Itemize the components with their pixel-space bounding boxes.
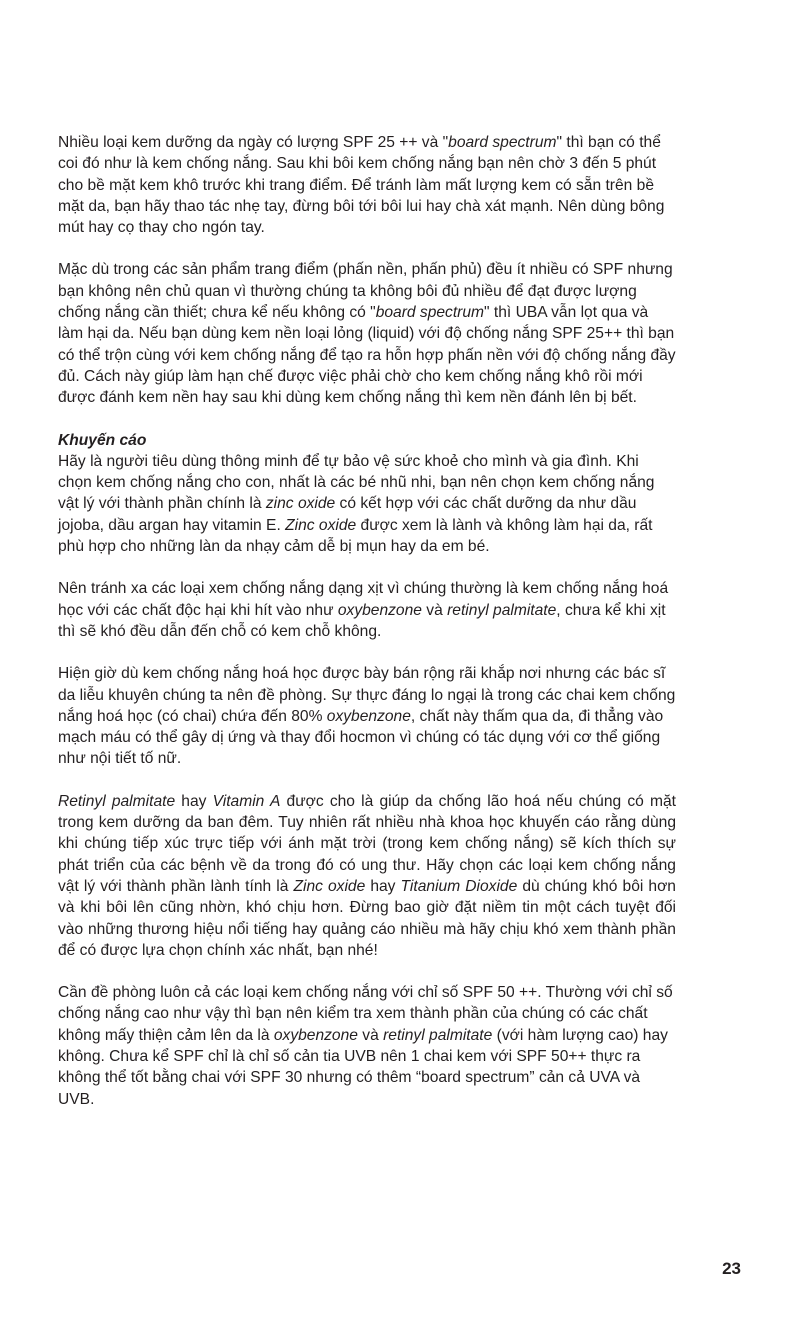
text-run: " thì UBA vẫn lọt qua và làm hại da. Nếu bạn dùng kem nền loại lỏng (liquid) với độ chống nắng SPF 25++ thì bạn có thể trộn cùng với kem chống nắng để tạo ra hỗn hợp phấn nền với độ chống nắng đầy đủ. Cách này giúp làm hạn chế được việc phải chờ cho kem chống nắng khô rồi mới được đánh kem nền hay sau khi dùng kem chống nắng thì kem nền đánh lên bị bết. — [58, 304, 676, 407]
text-run: được xem là lành và không làm hại da, rất phù hợp cho những làn da nhạy cảm dễ bị mụn hay da em bé. — [58, 516, 653, 556]
italic-term: board spectrum — [375, 304, 485, 322]
text-run: Nhiều loại kem dưỡng da ngày có lượng SPF 25 ++ và " — [58, 134, 449, 151]
text-run: " thì bạn có thể coi đó như là kem chống nắng. Sau khi bôi kem chống nắng bạn nên chờ 3 đến 5 phút cho bề mặt kem khô trước khi trang điểm. Để tránh làm mất lượng kem có sẵn trên bề mặt da, bạn hãy thao tác nhẹ tay, đừng bôi tới bôi lui hay chà xát mạnh. Nên dùng bông mút hay cọ thay cho ngón tay. — [58, 134, 665, 237]
italic-term: Retinyl palmitate — [58, 792, 176, 810]
paragraph-7 — [58, 982, 676, 1110]
paragraph-5 — [58, 663, 676, 769]
paragraph-1 — [58, 132, 676, 238]
italic-term: Zinc oxide — [285, 516, 357, 534]
text-run: và — [357, 1026, 384, 1044]
italic-term: oxybenzone — [326, 707, 411, 725]
page-body — [58, 132, 676, 1131]
text-run: Cần đề phòng luôn cả các loại kem chống nắng với chỉ số SPF 50 ++. Thường với chỉ số chống nắng cao như vậy thì bạn nên kiểm tra xem thành phần của chúng có các chất không mấy thiện cảm lên da là — [58, 984, 673, 1044]
text-run: , chưa kể khi xịt thì sẽ khó đều dẫn đến chỗ có kem chỗ không. — [58, 601, 666, 640]
paragraph-2 — [58, 259, 676, 408]
italic-term: Vitamin A — [212, 792, 281, 810]
text-run: Mặc dù trong các sản phẩm trang điểm (phấn nền, phấn phủ) đều ít nhiều có SPF nhưng bạn không nên chủ quan vì thường chúng ta không bôi đủ nhiều để đạt được lượng chống nắng cần thiết; chưa kể nếu không có " — [58, 261, 673, 322]
text-run: , chất này thấm qua da, đi thẳng vào mạch máu có thể gây dị ứng và thay đổi hocmon vì chúng có tác dụng với cơ thể giống như nội tiết tố nữ. — [58, 707, 664, 768]
paragraph-3 — [58, 451, 676, 557]
section-heading: Khuyến cáo — [58, 431, 147, 449]
paragraph-4 — [58, 578, 676, 642]
text-run: Hiện giờ dù kem chống nắng hoá học được bày bán rộng rãi khắp nơi nhưng các bác sĩ da liễu khuyên chúng ta nên đề phòng. Sự thực đáng lo ngại là trong các chai kem chống nắng hoá học (có chai) chứa đến 80% — [58, 665, 676, 725]
text-run: và — [421, 601, 448, 619]
italic-term: retinyl palmitate — [383, 1026, 493, 1044]
italic-term: oxybenzone — [337, 601, 422, 619]
italic-term: Titanium Dioxide — [400, 877, 518, 895]
page-number: 23 — [722, 1259, 741, 1278]
italic-term: zinc oxide — [265, 495, 336, 513]
text-run: hay — [175, 792, 213, 810]
text-run: Hãy là người tiêu dùng thông minh để tự bảo vệ sức khoẻ cho mình và gia đình. Khi chọn kem chống nắng cho con, nhất là các bé nhũ nhi, bạn nên chọn kem chống nắng vật lý với thành phần chính là — [58, 452, 655, 513]
text-run: có kết hợp với các chất dưỡng da như dầu jojoba, dầu argan hay vitamin E. — [58, 495, 637, 534]
italic-term: Zinc oxide — [293, 877, 366, 895]
italic-term: oxybenzone — [273, 1026, 358, 1044]
paragraph-6 — [58, 791, 676, 961]
text-run: (với hàm lượng cao) hay không. Chưa kể SPF chỉ là chỉ số cản tia UVB nên 1 chai kem với SPF 50++ thực ra không thể tốt bằng chai với SPF 30 nhưng có thêm “board spectrum” cản cả UVA và UVB. — [58, 1026, 668, 1108]
text-run: được cho là giúp da chống lão hoá nếu chúng có mặt trong kem dưỡng da ban đêm. Tuy nhiên rất nhiều nhà khoa học khuyến cáo rằng dùng khi chúng tiếp xúc trực tiếp với ánh mặt trời (trong kem chống nắng) sẽ kích thích sự phát triển của các bệnh về da trong đó có ung thư. Hãy chọn các loại kem chống nắng vật lý với thành phần lành tính là — [58, 792, 676, 895]
text-run: dù chúng khó bôi hơn và khi bôi lên cũng nhờn, khó chịu hơn. Đừng bao giờ đặt niềm tin một cách tuyệt đối vào những thương hiệu nổi tiếng hay quảng cáo nhiều mà hãy chịu khó xem thành phần để có được lựa chọn chính xác nhất, bạn nhé! — [58, 877, 676, 959]
text-run: hay — [365, 877, 401, 895]
italic-term: board spectrum — [448, 134, 557, 151]
text-run: Nên tránh xa các loại xem chống nắng dạng xịt vì chúng thường là kem chống nắng hoá học với các chất độc hại khi hít vào như — [58, 580, 669, 619]
italic-term: retinyl palmitate — [447, 601, 557, 619]
